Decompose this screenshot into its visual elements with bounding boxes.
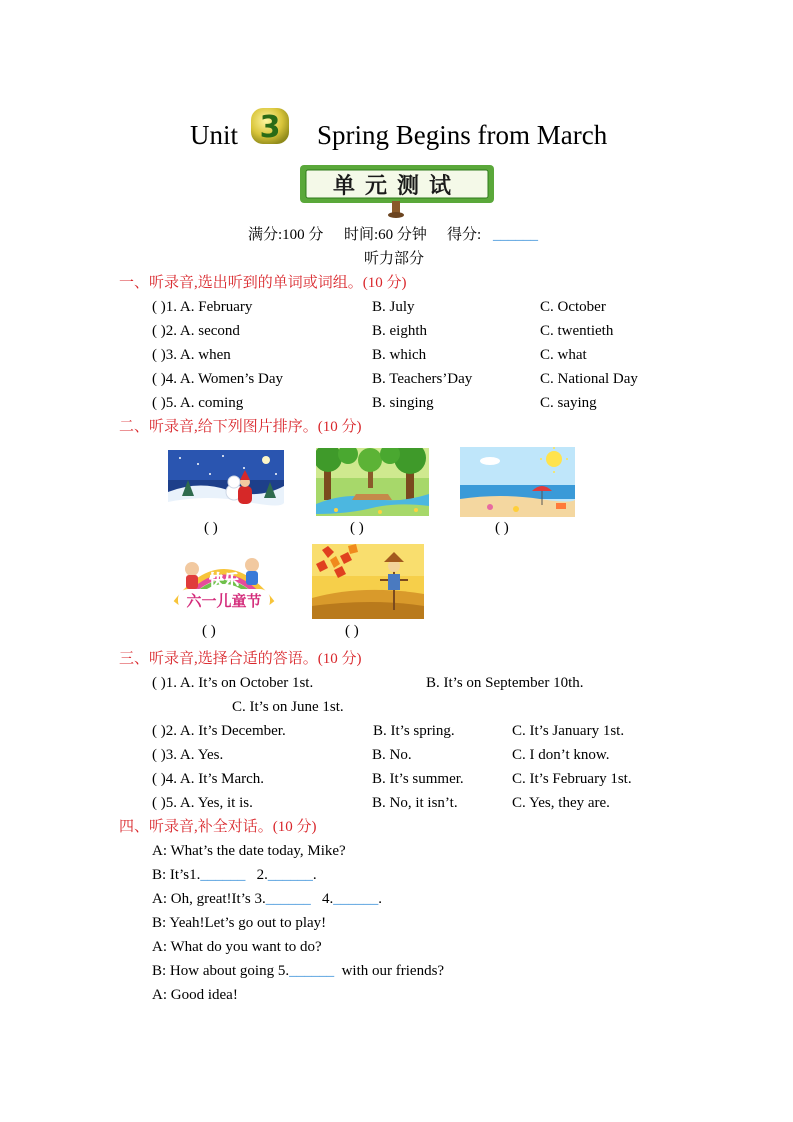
- part1-q3-c: C. what: [540, 347, 587, 363]
- picture-3-bracket[interactable]: ( ): [495, 520, 509, 536]
- part1-q1-a: ( )1. A. February: [152, 299, 253, 315]
- dialog-line-2: [152, 866, 317, 884]
- part3-q1-b: B. It’s on September 10th.: [426, 675, 584, 691]
- banner-text: 单元测试: [332, 174, 462, 199]
- part1-q2-b: B. eighth: [372, 323, 427, 339]
- picture-4-caption-top: 快乐: [208, 571, 240, 589]
- part3-q1-a: ( )1. A. It’s on October 1st.: [152, 675, 314, 691]
- part1-q4-b: B. Teachers’Day: [372, 371, 473, 387]
- unit-number-text: 3: [259, 110, 281, 145]
- part1-q5-b: B. singing: [372, 395, 434, 411]
- dialog-line-6-start: B: How about going 5.: [152, 963, 290, 979]
- dialog-line-4: B: Yeah!Let’s go out to play!: [152, 915, 327, 931]
- part4-heading: 四、听录音,补全对话。(10 分): [119, 819, 317, 835]
- part1-q4-a: ( )4. A. Women’s Day: [152, 371, 284, 387]
- dialog-line-2-start: B: It’s1.: [152, 867, 201, 883]
- part3-q4-b: B. It’s summer.: [372, 771, 464, 787]
- picture-5-bracket[interactable]: ( ): [345, 623, 359, 639]
- picture-autumn-scarecrow: [312, 544, 424, 619]
- blank-1[interactable]: ______: [200, 867, 246, 883]
- part1-heading: 一、听录音,选出听到的单词或词组。(10 分): [119, 275, 407, 291]
- picture-summer-beach: [460, 447, 575, 517]
- dialog-line-3-end: .: [378, 891, 382, 907]
- part1-q1-c: C. October: [540, 299, 606, 315]
- score-blank[interactable]: ______: [493, 227, 538, 243]
- picture-2-bracket[interactable]: ( ): [350, 520, 364, 536]
- part3-q4-a: ( )4. A. It’s March.: [152, 771, 265, 787]
- part2-heading: 二、听录音,给下列图片排序。(10 分): [119, 419, 362, 435]
- part1-q4-c: C. National Day: [540, 371, 638, 387]
- unit-test-banner: [299, 163, 495, 219]
- time-limit: 时间:60 分钟: [344, 227, 427, 243]
- part3-q4-c: C. It’s February 1st.: [512, 771, 632, 787]
- dialog-line-6: [152, 962, 444, 980]
- unit-number-badge: [249, 106, 291, 146]
- part3-q3-b: B. No.: [372, 747, 412, 763]
- dialog-line-2-mid: 2.: [256, 867, 268, 883]
- picture-4-bracket[interactable]: ( ): [202, 623, 216, 639]
- part3-q2-a: ( )2. A. It’s December.: [152, 723, 286, 739]
- dialog-line-2-end: .: [312, 867, 317, 883]
- section-heading: 听力部分: [364, 251, 425, 267]
- dialog-line-1: A: What’s the date today, Mike?: [152, 843, 346, 859]
- picture-winter-snow: [168, 450, 284, 516]
- dialog-line-3-start: A: Oh, great!It’s 3.: [152, 891, 266, 907]
- full-marks: 满分:100 分: [248, 227, 324, 243]
- picture-4-caption-bottom: 六一儿童节: [186, 592, 262, 610]
- dialog-line-6-end: with our friends?: [341, 963, 445, 979]
- unit-name: Spring Begins from March: [317, 120, 608, 150]
- blank-5[interactable]: ______: [289, 963, 335, 979]
- part3-q5-a: ( )5. A. Yes, it is.: [152, 795, 253, 811]
- unit-word: Unit: [190, 120, 239, 150]
- dialog-line-3-mid: 4.: [321, 891, 334, 907]
- part3-q2-c: C. It’s January 1st.: [512, 723, 625, 739]
- part1-q3-b: B. which: [372, 347, 427, 363]
- part3-q5-c: C. Yes, they are.: [512, 795, 610, 811]
- picture-childrens-day: [168, 545, 280, 619]
- score-label: 得分:: [447, 227, 482, 243]
- part1-q2-a: ( )2. A. second: [152, 323, 240, 339]
- part3-q3-a: ( )3. A. Yes.: [152, 747, 224, 763]
- part1-q2-c: C. twentieth: [540, 323, 614, 339]
- part1-q3-a: ( )3. A. when: [152, 347, 231, 363]
- blank-4[interactable]: ______: [333, 891, 379, 907]
- part3-heading: 三、听录音,选择合适的答语。(10 分): [119, 651, 362, 667]
- dialog-line-5: A: What do you want to do?: [152, 939, 322, 955]
- part1-q5-a: ( )5. A. coming: [152, 395, 244, 411]
- blank-3[interactable]: ______: [265, 891, 311, 907]
- dialog-line-7: A: Good idea!: [152, 987, 238, 1003]
- part1-q5-c: C. saying: [540, 395, 597, 411]
- part3-q3-c: C. I don’t know.: [512, 747, 610, 763]
- part3-q5-b: B. No, it isn’t.: [372, 795, 458, 811]
- blank-2[interactable]: ______: [267, 867, 313, 883]
- part1-q1-b: B. July: [372, 299, 415, 315]
- part3-q1-c: C. It’s on June 1st.: [232, 699, 344, 715]
- picture-1-bracket[interactable]: ( ): [204, 520, 218, 536]
- part3-q2-b: B. It’s spring.: [373, 723, 455, 739]
- dialog-line-3: [152, 890, 382, 908]
- picture-spring-forest: [316, 448, 429, 516]
